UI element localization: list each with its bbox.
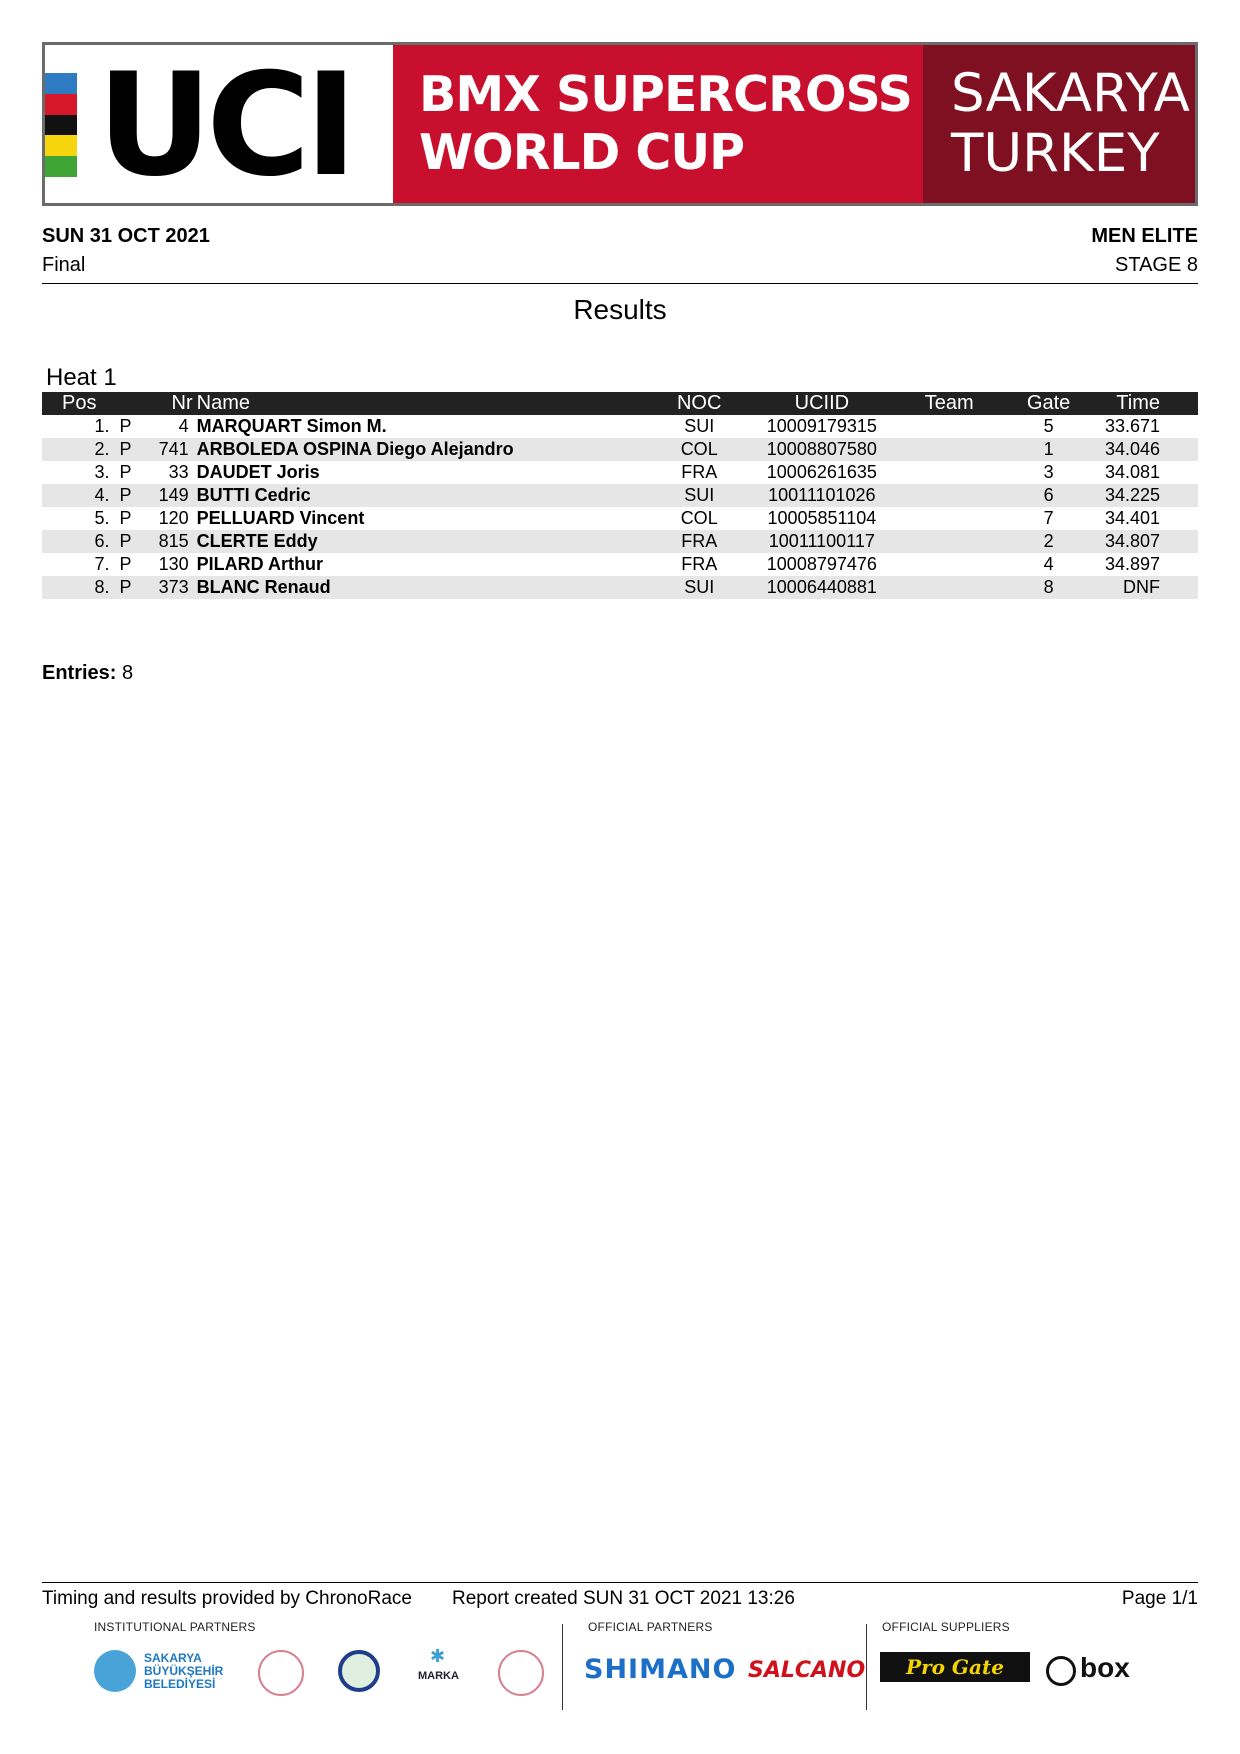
cell-gate: 4 <box>1043 554 1054 574</box>
cell-uciid: 10005851104 <box>767 508 877 528</box>
cell-team <box>906 576 992 599</box>
cell-gate: 6 <box>1043 485 1054 505</box>
uci-wordmark: UCI <box>97 43 352 208</box>
cell-noc: FRA <box>681 531 718 551</box>
sakarya-text-3: BELEDİYESİ <box>144 1677 216 1691</box>
col-qual <box>120 392 139 415</box>
sakarya-text-1: SAKARYA <box>144 1651 202 1665</box>
cell-name: MARQUART Simon M. <box>196 416 387 436</box>
cell-pos: 8. <box>94 577 110 597</box>
cell-qual: P <box>119 439 132 459</box>
box-logo: box <box>1080 1652 1130 1683</box>
location-country: TURKEY <box>951 123 1160 184</box>
col-nr: Nr <box>171 392 193 414</box>
cell-qual: P <box>119 485 132 505</box>
col-uciid: UCIID <box>794 392 850 414</box>
cell-qual: P <box>119 508 132 528</box>
cell-qual: P <box>119 554 132 574</box>
col-gate: Gate <box>1026 392 1071 414</box>
cell-team <box>906 438 992 461</box>
table-row <box>42 461 1198 484</box>
col-name: Name <box>196 392 250 414</box>
cell-name: PILARD Arthur <box>196 554 323 574</box>
cell-gate: 2 <box>1043 531 1054 551</box>
cell-time: 34.081 <box>1104 462 1160 482</box>
cell-name: PELLUARD Vincent <box>196 508 365 528</box>
shimano-logo: SHIMANO <box>584 1654 737 1685</box>
entries-value: 8 <box>122 662 134 684</box>
pro-gate-logo: Pro Gate <box>880 1652 1030 1682</box>
cell-team <box>906 484 992 507</box>
official-partners-label: OFFICIAL PARTNERS <box>588 1620 713 1634</box>
page-title: Results <box>573 294 667 325</box>
col-pos: Pos <box>62 392 97 414</box>
agency-seal-icon <box>498 1650 544 1696</box>
footer-page: Page 1/1 <box>1121 1588 1198 1609</box>
marka-logo: MARKA <box>418 1670 459 1682</box>
cell-noc: SUI <box>684 577 715 597</box>
event-date: SUN 31 OCT 2021 <box>42 225 210 247</box>
cell-pos: 2. <box>94 439 110 459</box>
cell-qual: P <box>119 462 132 482</box>
cell-pos: 5. <box>94 508 110 528</box>
cell-name: CLERTE Eddy <box>196 531 318 551</box>
footer-divider <box>42 1582 1198 1583</box>
sakarya-emblem-icon <box>94 1650 136 1692</box>
marka-star-icon: ✱ <box>430 1646 446 1666</box>
event-title-line1: BMX SUPERCROSS <box>419 66 912 123</box>
cell-pos: 7. <box>94 554 110 574</box>
col-team: Team <box>924 392 974 414</box>
cell-team <box>906 461 992 484</box>
event-stage: STAGE 8 <box>1115 254 1198 276</box>
event-title <box>393 45 923 203</box>
cell-uciid: 10008797476 <box>766 554 877 574</box>
cell-uciid: 10008807580 <box>766 439 877 459</box>
cell-time: 34.401 <box>1104 508 1160 528</box>
cell-uciid: 10006261635 <box>766 462 877 482</box>
table-header-row <box>42 392 1198 415</box>
col-noc: NOC <box>676 392 722 414</box>
cell-pos: 1. <box>94 416 110 436</box>
cell-name: BUTTI Cedric <box>196 485 311 505</box>
table-row <box>42 415 1198 438</box>
location-city: SAKARYA <box>951 63 1190 124</box>
cell-team <box>906 530 992 553</box>
cell-noc: SUI <box>684 485 715 505</box>
cell-name: DAUDET Joris <box>196 462 320 482</box>
box-icon <box>1046 1656 1076 1686</box>
cell-gate: 8 <box>1043 577 1054 597</box>
col-time: Time <box>1116 392 1160 414</box>
cell-gate: 3 <box>1043 462 1054 482</box>
cell-nr: 741 <box>158 439 189 459</box>
cell-nr: 130 <box>158 554 189 574</box>
governorship-seal-icon <box>338 1650 380 1692</box>
event-category: MEN ELITE <box>1091 225 1198 247</box>
cell-uciid: 10006440881 <box>766 577 877 597</box>
cell-uciid: 10009179315 <box>766 416 877 436</box>
sakarya-municipality-logo <box>144 1652 223 1691</box>
cell-noc: COL <box>680 439 718 459</box>
institutional-partners-label: INSTITUTIONAL PARTNERS <box>94 1620 256 1634</box>
table-row <box>42 438 1198 461</box>
rainbow-stripes <box>45 73 77 177</box>
cell-team <box>906 507 992 530</box>
cell-name: BLANC Renaud <box>196 577 331 597</box>
partners-divider <box>562 1624 563 1710</box>
table-row <box>42 530 1198 553</box>
cell-pos: 6. <box>94 531 110 551</box>
cell-time: 34.897 <box>1104 554 1160 574</box>
cell-nr: 33 <box>168 462 189 482</box>
cell-nr: 373 <box>158 577 189 597</box>
table-row <box>42 553 1198 576</box>
table-row <box>42 484 1198 507</box>
cell-time: DNF <box>1123 577 1160 597</box>
cell-noc: SUI <box>684 416 715 436</box>
cell-noc: FRA <box>681 462 718 482</box>
cell-qual: P <box>119 577 132 597</box>
meta-right <box>1091 222 1198 280</box>
cell-uciid: 10011100117 <box>768 531 875 551</box>
heat-label: Heat 1 <box>46 364 117 391</box>
cell-uciid: 10011101026 <box>768 485 876 505</box>
entries-count <box>42 662 133 685</box>
meta-left <box>42 222 210 280</box>
cell-team <box>906 553 992 576</box>
cell-gate: 1 <box>1043 439 1054 459</box>
cell-nr: 4 <box>178 416 189 436</box>
footer-timing: Timing and results provided by ChronoRace <box>42 1588 412 1609</box>
cell-pos: 4. <box>94 485 110 505</box>
cell-team <box>906 415 992 438</box>
cell-nr: 815 <box>158 531 189 551</box>
cell-qual: P <box>119 416 132 436</box>
cell-noc: COL <box>680 508 718 528</box>
cell-nr: 120 <box>158 508 189 528</box>
cell-gate: 5 <box>1043 416 1054 436</box>
sakarya-text-2: BÜYÜKŞEHİR <box>144 1664 224 1678</box>
suppliers-divider <box>866 1624 867 1710</box>
cell-time: 34.046 <box>1104 439 1160 459</box>
footer-report: Report created SUN 31 OCT 2021 13:26 <box>452 1588 795 1609</box>
header-divider <box>42 283 1198 284</box>
cell-name: ARBOLEDA OSPINA Diego Alejandro <box>196 439 514 459</box>
cell-time: 34.225 <box>1104 485 1160 505</box>
cell-time: 33.671 <box>1104 416 1160 436</box>
event-banner <box>42 42 1198 206</box>
ministry-seal-icon <box>258 1650 304 1696</box>
uci-logo <box>45 43 393 208</box>
entries-label: Entries: <box>42 662 117 684</box>
official-suppliers-label: OFFICIAL SUPPLIERS <box>882 1620 1010 1634</box>
results-table <box>42 392 1198 599</box>
cell-gate: 7 <box>1043 508 1054 528</box>
salcano-logo: SALCANO <box>748 1658 866 1683</box>
cell-time: 34.807 <box>1104 531 1160 551</box>
event-title-line2: WORLD CUP <box>419 124 745 181</box>
event-location <box>923 45 1195 203</box>
cell-pos: 3. <box>94 462 110 482</box>
cell-qual: P <box>119 531 132 551</box>
event-round: Final <box>42 254 86 276</box>
cell-nr: 149 <box>158 485 189 505</box>
cell-noc: FRA <box>681 554 718 574</box>
table-row <box>42 507 1198 530</box>
table-row <box>42 576 1198 599</box>
